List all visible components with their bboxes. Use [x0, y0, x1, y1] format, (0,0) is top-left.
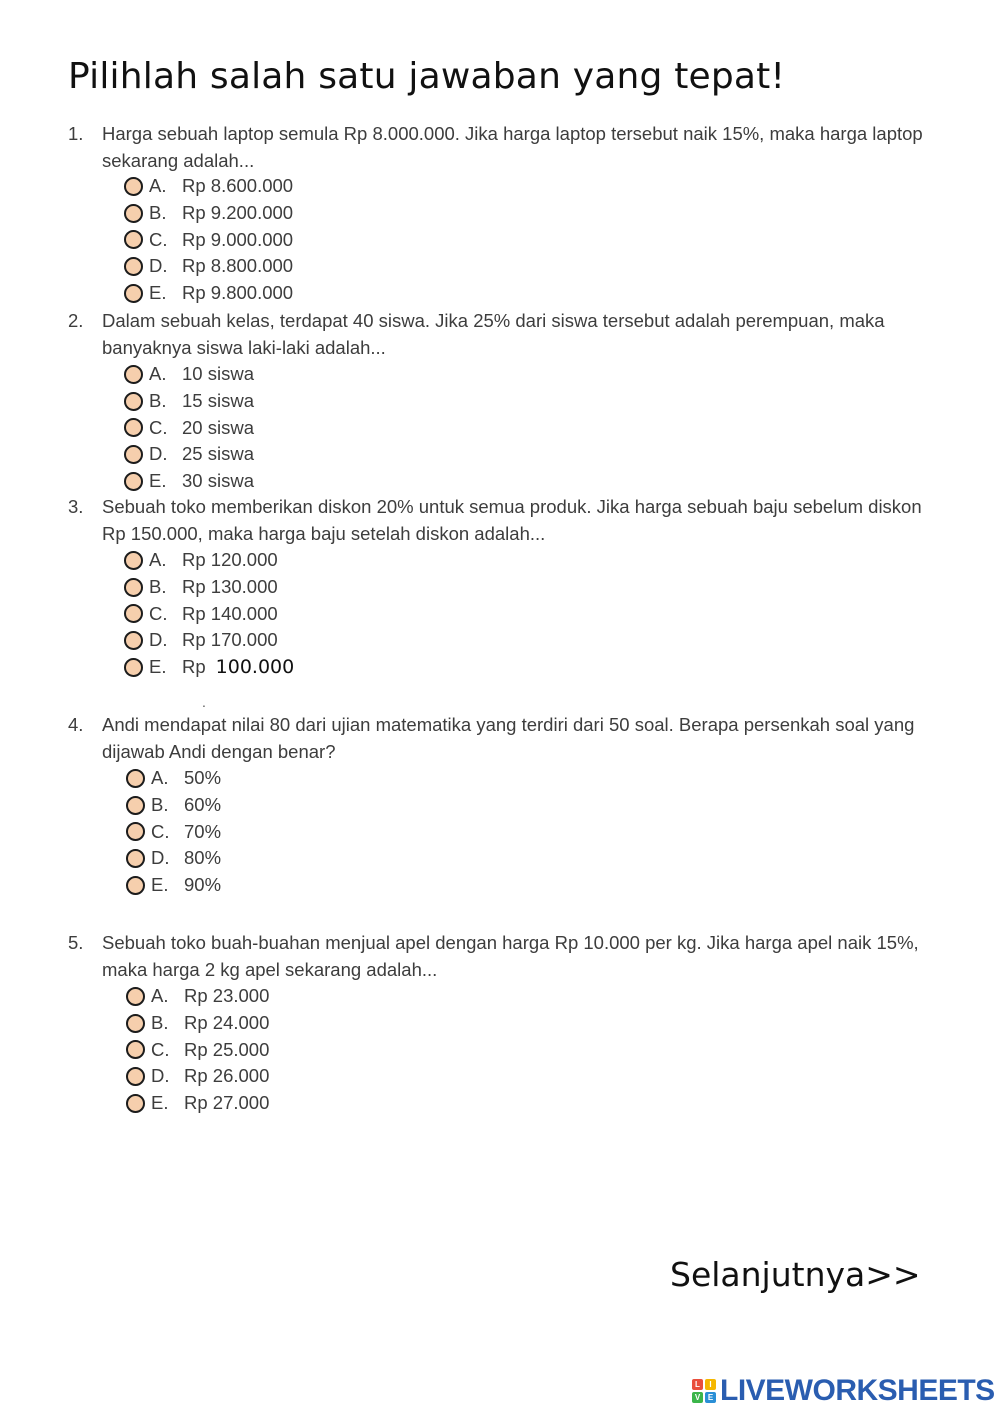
- radio-circle[interactable]: [124, 230, 143, 249]
- option-5c[interactable]: C. Rp 25.000: [126, 1036, 948, 1063]
- radio-circle[interactable]: [126, 822, 145, 841]
- option-5e[interactable]: E. Rp 27.000: [126, 1090, 948, 1117]
- question-text: Sebuah toko buah-buahan menjual apel dengan harga Rp 10.000 per kg. Jika harga apel naik 15%, maka harga 2 kg apel sekarang adalah...: [102, 932, 919, 980]
- option-4a[interactable]: A. 50%: [126, 765, 948, 792]
- question-text: Andi mendapat nilai 80 dari ujian matematika yang terdiri dari 50 soal. Berapa persenkah soal yang dijawab Andi dengan benar?: [102, 714, 915, 762]
- option-3d[interactable]: D. Rp 170.000: [124, 627, 948, 654]
- question-number: 5.: [68, 932, 84, 953]
- question-number: 2.: [68, 310, 84, 331]
- question-1: [68, 120, 948, 306]
- radio-circle[interactable]: [124, 392, 143, 411]
- radio-circle[interactable]: [126, 1067, 145, 1086]
- page-title: Pilihlah salah satu jawaban yang tepat!: [68, 56, 786, 97]
- question-5: [68, 929, 948, 1116]
- option-1c[interactable]: C. Rp 9.000.000: [124, 226, 948, 253]
- option-5d[interactable]: D. Rp 26.000: [126, 1063, 948, 1090]
- question-number: 3.: [68, 496, 84, 517]
- radio-circle[interactable]: [124, 445, 143, 464]
- option-3b[interactable]: B. Rp 130.000: [124, 574, 948, 601]
- option-3e[interactable]: E. Rp 100.000: [124, 654, 948, 681]
- option-1d[interactable]: D. Rp 8.800.000: [124, 253, 948, 280]
- radio-circle[interactable]: [124, 658, 143, 677]
- option-2d[interactable]: D. 25 siswa: [124, 441, 948, 468]
- radio-circle[interactable]: [124, 578, 143, 597]
- option-4d[interactable]: D. 80%: [126, 845, 948, 872]
- option-3e-value: 100.000: [215, 656, 295, 679]
- option-4b[interactable]: B. 60%: [126, 792, 948, 819]
- radio-circle[interactable]: [124, 472, 143, 491]
- radio-circle[interactable]: [124, 604, 143, 623]
- radio-circle[interactable]: [126, 876, 145, 895]
- radio-circle[interactable]: [124, 418, 143, 437]
- radio-circle[interactable]: [126, 796, 145, 815]
- question-text: Sebuah toko memberikan diskon 20% untuk semua produk. Jika harga sebuah baju sebelum diskon Rp 150.000, maka harga baju setelah diskon adalah...: [102, 496, 922, 544]
- radio-circle[interactable]: [126, 769, 145, 788]
- question-text: Harga sebuah laptop semula Rp 8.000.000. Jika harga laptop tersebut naik 15%, maka harga laptop sekarang adalah...: [102, 123, 923, 171]
- radio-circle[interactable]: [124, 365, 143, 384]
- question-2: [68, 307, 948, 494]
- radio-circle[interactable]: [126, 1094, 145, 1113]
- logo-icon: L I V E: [692, 1379, 716, 1403]
- question-4: [68, 711, 948, 898]
- option-2e[interactable]: E. 30 siswa: [124, 468, 948, 495]
- radio-circle[interactable]: [124, 551, 143, 570]
- liveworksheets-logo: [692, 1374, 995, 1408]
- option-3c[interactable]: C. Rp 140.000: [124, 600, 948, 627]
- radio-circle[interactable]: [126, 1040, 145, 1059]
- question-text: Dalam sebuah kelas, terdapat 40 siswa. Jika 25% dari siswa tersebut adalah perempuan, maka banyaknya siswa laki-laki adalah...: [102, 310, 885, 358]
- radio-circle[interactable]: [124, 204, 143, 223]
- radio-circle[interactable]: [126, 1014, 145, 1033]
- option-1a[interactable]: A. Rp 8.600.000: [124, 173, 948, 200]
- option-5b[interactable]: B. Rp 24.000: [126, 1010, 948, 1037]
- radio-circle[interactable]: [124, 177, 143, 196]
- radio-circle[interactable]: [126, 849, 145, 868]
- option-4c[interactable]: C. 70%: [126, 818, 948, 845]
- question-3: [68, 493, 948, 680]
- question-number: 1.: [68, 123, 84, 144]
- option-2b[interactable]: B. 15 siswa: [124, 388, 948, 415]
- radio-circle[interactable]: [124, 631, 143, 650]
- option-2a[interactable]: A. 10 siswa: [124, 361, 948, 388]
- logo-text: LIVEWORKSHEETS: [720, 1374, 995, 1407]
- option-2c[interactable]: C. 20 siswa: [124, 414, 948, 441]
- option-1b[interactable]: B. Rp 9.200.000: [124, 200, 948, 227]
- stray-dot: .: [202, 694, 206, 710]
- option-1e[interactable]: E. Rp 9.800.000: [124, 280, 948, 307]
- option-3a[interactable]: A. Rp 120.000: [124, 547, 948, 574]
- next-page-link[interactable]: Selanjutnya>>: [670, 1255, 921, 1294]
- radio-circle[interactable]: [124, 257, 143, 276]
- question-number: 4.: [68, 714, 84, 735]
- option-5a[interactable]: A. Rp 23.000: [126, 983, 948, 1010]
- option-4e[interactable]: E. 90%: [126, 872, 948, 899]
- radio-circle[interactable]: [124, 284, 143, 303]
- radio-circle[interactable]: [126, 987, 145, 1006]
